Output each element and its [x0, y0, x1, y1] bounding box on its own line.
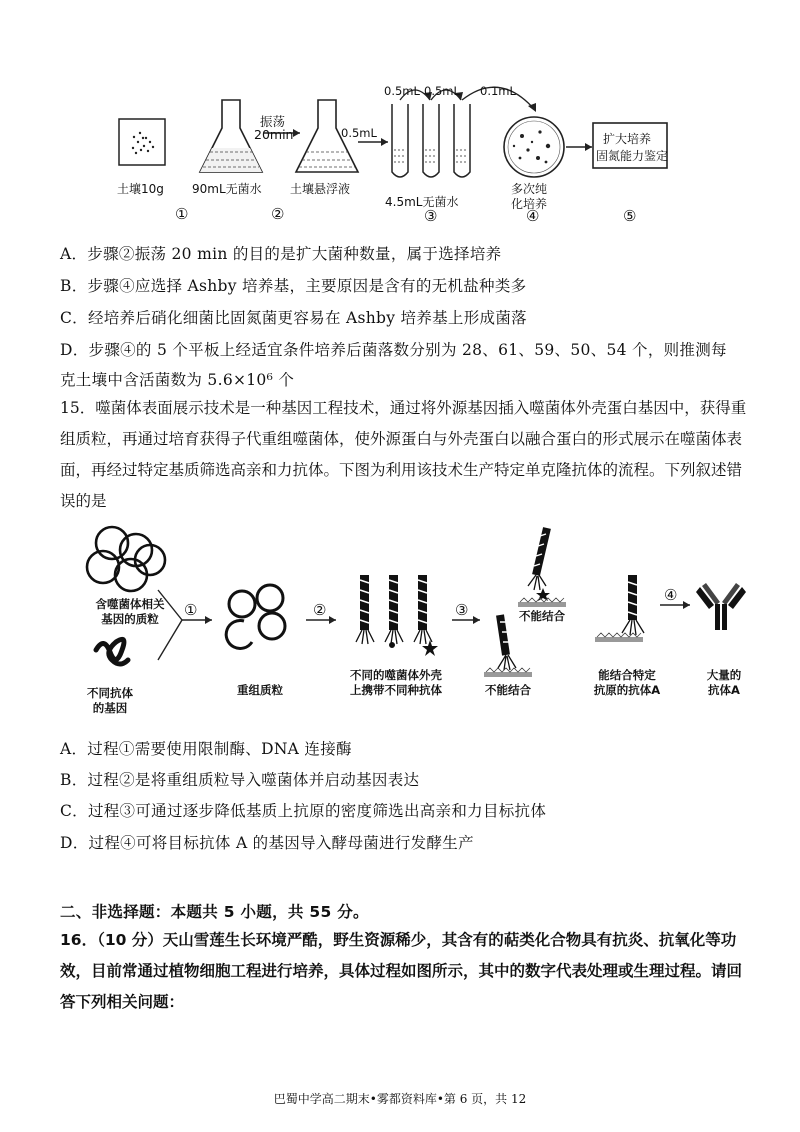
plasmid-label-line-1: 含噬菌体相关	[95, 597, 165, 611]
step-5-label: ⑤	[623, 207, 637, 225]
q15-stem: 15．噬菌体表面展示技术是一种基因工程技术，通过将外源基因插入噬菌体外壳蛋白基因中，获得重组质粒，再通过培育获得子代重组噬菌体，使外源蛋白与外壳蛋白以融合蛋白的形式展示在噬菌体表面，再经过特定基质筛选高亲和力抗体。下图为利用该技术生产特定单克隆抗体的流程。下列叙述错误的是	[60, 399, 747, 510]
step-3-label: ③	[424, 207, 438, 225]
q15-option-b: B．过程②是将重组质粒导入噬菌体并启动基因表达	[60, 771, 420, 789]
phage-label	[336, 668, 456, 698]
volume-label-1: 0.5mL	[384, 84, 420, 98]
q14-option-c: C．经培养后硝化细菌比固氮菌更容易在 Ashby 培养基上形成菌落	[60, 309, 527, 327]
q15-option-d: D．过程④可将目标抗体 A 的基因导入酵母菌进行发酵生产	[60, 834, 474, 852]
plasmid-cluster	[87, 527, 165, 591]
process-2-label: ②	[313, 601, 327, 619]
q14-option-d: D．步骤④的 5 个平板上经适宜条件培养后菌落数分别为 28、61、59、50、54 个，则推测每	[60, 341, 727, 359]
gene-squiggle	[96, 639, 128, 664]
q16-stem: 16．（10 分）天山雪莲生长环境严酷，野生资源稀少，其含有的萜类化合物具有抗炎、抗氧化等功效，目前常通过植物细胞工程进行培养，具体过程如图所示，其中的数字代表处理或生理过程。请回答下列相关问题：	[60, 931, 743, 1011]
section-2-heading: 二、非选择题：本题共 5 小题，共 55 分。	[60, 903, 369, 921]
can-bind-label	[582, 668, 672, 698]
can-bind-label-line-1: 能结合特定	[598, 668, 656, 682]
phages	[356, 575, 438, 656]
matrix-surface-2	[484, 668, 532, 677]
q15-option-a: A．过程①需要使用限制酶、DNA 连接酶	[60, 740, 352, 758]
box-line-2: 固氮能力鉴定	[596, 149, 669, 163]
process-4-label: ④	[664, 586, 678, 604]
phage-label-line-1: 不同的噬菌体外壳	[350, 668, 442, 682]
recombinant-label: 重组质粒	[237, 683, 283, 697]
cannot-bind-label-1: 不能结合	[519, 609, 565, 623]
tubes-label: 4.5mL无菌水	[385, 195, 459, 209]
can-bind-label-line-2: 抗原的抗体A	[593, 683, 661, 697]
soil-label: 土壤10g	[117, 182, 164, 196]
water-label: 90mL无菌水	[192, 182, 262, 196]
matrix-surface-1	[518, 598, 566, 607]
step-4-label: ④	[526, 207, 540, 225]
page-footer: 巴蜀中学高二期末•雾都资料库•第 6 页，共 12	[273, 1092, 527, 1106]
phage-label-line-2: 上携带不同种抗体	[350, 683, 442, 697]
process-1-label: ①	[184, 601, 198, 619]
shake-time: 20min	[254, 127, 294, 142]
culture-line-2: 化培养	[511, 197, 548, 211]
process-3-label: ③	[455, 601, 469, 619]
volume-label-3: 0.1mL	[480, 84, 516, 98]
culture-line-1: 多次纯	[511, 182, 548, 196]
volume-label-2: 0.5mL	[424, 84, 460, 98]
plasmid-label	[70, 597, 190, 627]
antibody-a	[696, 583, 746, 630]
antibody-label	[694, 668, 754, 698]
gene-label-line-1: 不同抗体	[87, 686, 133, 700]
box-line-1: 扩大培养	[603, 132, 652, 146]
q14-option-d-cont: 克土壤中含活菌数为 5.6×10⁶ 个	[60, 371, 295, 389]
shake-label: 振荡	[260, 114, 286, 129]
step-2-label: ②	[271, 205, 285, 223]
q14-option-a: A．步骤②振荡 20 min 的目的是扩大菌种数量，属于选择培养	[60, 245, 502, 263]
recombinant-plasmids	[226, 585, 285, 648]
step-1-label: ①	[175, 205, 189, 223]
antibody-label-line-2: 抗体A	[708, 683, 740, 697]
antibody-label-line-1: 大量的	[706, 668, 742, 682]
gene-label-line-2: 的基因	[92, 701, 128, 715]
gene-label	[70, 686, 150, 716]
q14-option-b: B．步骤④应选择 Ashby 培养基，主要原因是含有的无机盐种类多	[60, 277, 527, 295]
q15-option-c: C．过程③可通过逐步降低基质上抗原的密度筛选出高亲和力目标抗体	[60, 802, 547, 820]
plasmid-label-line-2: 基因的质粒	[101, 612, 159, 626]
suspension-label: 土壤悬浮液	[290, 182, 351, 196]
binding-phage	[622, 575, 644, 635]
nonbinding-phage-top	[528, 528, 550, 601]
volume-label-mid: 0.5mL	[341, 126, 377, 140]
cannot-bind-label-2: 不能结合	[485, 683, 531, 697]
